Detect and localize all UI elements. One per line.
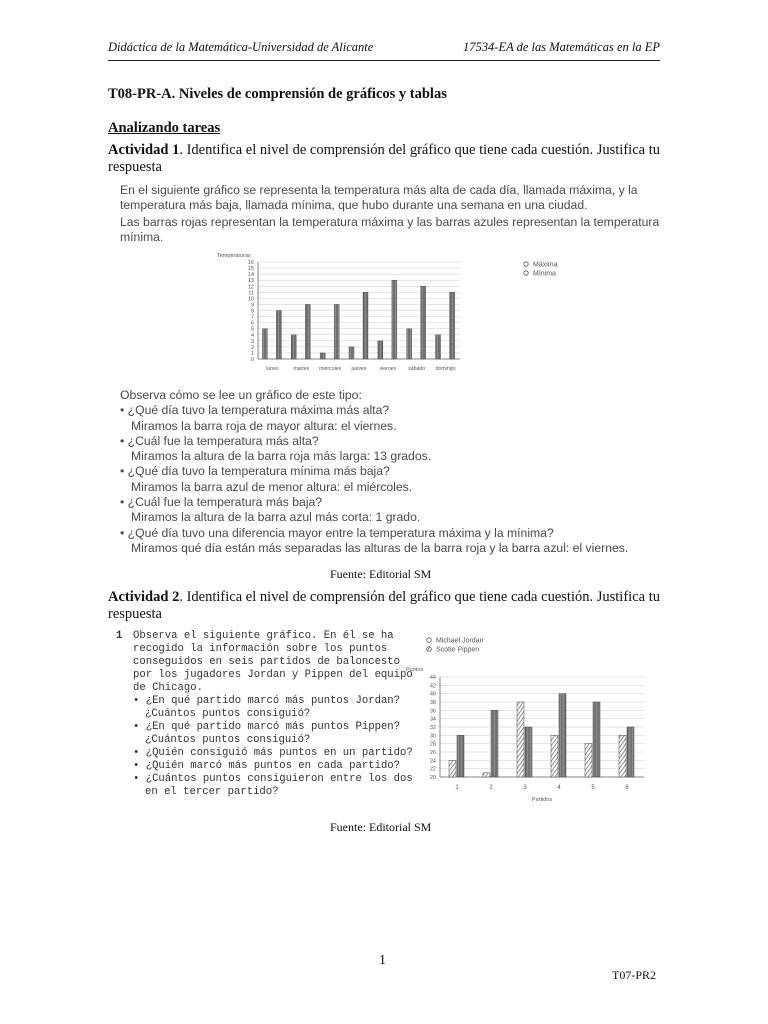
list-item-question: • ¿Cuál fue la temperatura más alta?: [120, 433, 319, 448]
y-tick-label: 12: [247, 284, 254, 291]
bar-maxima: [305, 304, 310, 359]
legend-label: Mínima: [533, 270, 556, 278]
y-tick-label: 3: [250, 338, 254, 345]
y-tick-label: 30: [429, 733, 436, 740]
footer-code: T07-PR2: [612, 968, 657, 982]
bar-minima: [407, 329, 412, 359]
activity-2-source: Fuente: Editorial SM: [330, 820, 432, 834]
list-intro: Observa cómo se lee un gráfico de este tipo:: [120, 388, 362, 402]
activity-2-label: Actividad 2: [108, 589, 180, 605]
temperature-chart: [210, 250, 620, 380]
legend-label: Scotie Pippen: [436, 646, 480, 654]
exercise-line: por los jugadores Jordan y Pippen del equipo: [133, 669, 413, 681]
x-tick-label: viernes: [379, 366, 397, 372]
y-tick-label: 2: [250, 344, 254, 351]
bar-maxima: [363, 292, 368, 359]
activity-1-paragraph-2: Las barras rojas representan la temperatura máxima y las barras azules representan la temperatura mínima.: [120, 215, 660, 244]
bar-pippen: [517, 702, 524, 777]
bar-minima: [378, 341, 383, 359]
exercise-bullet-cont: ¿Cuántos puntos consiguió?: [145, 734, 311, 746]
activity-1-text: . Identifica el nivel de comprensión del gráfico que tiene cada cuestión. Justifica tu respuesta: [108, 142, 660, 175]
bar-minima: [320, 353, 325, 359]
y-tick-label: 32: [429, 725, 436, 731]
y-tick-label: 38: [429, 700, 436, 706]
activity-1-question-list: [120, 388, 660, 556]
exercise-bullet: • ¿En qué partido marcó más puntos Pippen?: [133, 721, 401, 733]
legend-marker: [524, 262, 528, 266]
list-item-answer: Miramos la altura de la barra roja más larga: 13 grados.: [131, 449, 432, 464]
y-tick-label: 14: [247, 272, 254, 279]
y-tick-label: 7: [250, 314, 254, 321]
exercise-bullet-cont: en el tercer partido?: [145, 786, 279, 798]
list-item-answer: Miramos la barra roja de mayor altura: el viernes.: [131, 418, 397, 433]
y-tick-label: 15: [247, 266, 254, 273]
activity-1-label: Actividad 1: [108, 142, 180, 158]
bar-maxima: [276, 311, 281, 360]
bar-minima: [262, 329, 267, 359]
list-item-question: • ¿Qué día tuvo la temperatura máxima más alta?: [120, 403, 390, 418]
header-rule: [108, 60, 660, 61]
x-tick-label: jueves: [351, 366, 367, 372]
exercise-line: recogido la información sobre los puntos: [133, 643, 388, 655]
activity-2-exercise: [116, 630, 413, 799]
bar-jordan: [593, 702, 600, 777]
header-left: Didáctica de la Matemática-Universidad de Alicante: [108, 40, 374, 54]
x-tick-label: domingo: [435, 366, 456, 372]
bar-pippen: [585, 744, 592, 777]
legend-marker: [524, 271, 528, 275]
activity-1-instructions: [108, 142, 660, 176]
activity-1-paragraph-1: En el siguiente gráfico se representa la temperatura más alta de cada día, llamada máxima, y la temperatura más baja, llamada mínima, que hubo durante una semana en una ciudad.: [120, 183, 638, 212]
bar-jordan: [457, 735, 464, 777]
exercise-bullet: • ¿Quién marcó más puntos en cada partido?: [133, 760, 401, 772]
legend-label: Máxima: [533, 261, 558, 269]
x-tick-label: 6: [625, 785, 629, 791]
list-item-answer: Miramos la barra azul de menor altura: el miércoles.: [131, 479, 413, 494]
section-subtitle: Analizando tareas: [108, 120, 221, 136]
exercise-bullet: • ¿Quién consiguió más puntos en un partido?: [133, 747, 413, 759]
y-tick-label: 8: [250, 308, 254, 315]
bar-maxima: [392, 280, 397, 359]
exercise-bullet-cont: ¿Cuántos puntos consiguió?: [145, 708, 311, 720]
y-tick-label: 5: [250, 326, 254, 333]
x-tick-label: 3: [523, 785, 527, 791]
y-tick-label: 1: [250, 350, 254, 357]
legend-label: Michael Jordan: [436, 637, 484, 645]
exercise-line: de Chicago.: [133, 682, 203, 694]
y-tick-label: 26: [429, 750, 436, 756]
list-item-question: • ¿Qué día tuvo la temperatura mínima más baja?: [120, 464, 390, 479]
legend-marker: [427, 638, 432, 643]
bar-pippen: [619, 735, 626, 777]
exercise-number: 1: [116, 630, 123, 642]
y-tick-label: 4: [250, 332, 254, 339]
y-tick-label: 20: [429, 775, 436, 781]
exercise-line: Observa el siguiente gráfico. En él se ha: [133, 630, 394, 642]
y-tick-label: 6: [250, 320, 254, 327]
y-tick-label: 24: [429, 758, 436, 765]
bar-minima: [349, 347, 354, 359]
y-tick-label: 0: [250, 357, 254, 363]
y-tick-label: 10: [247, 296, 254, 303]
x-axis-title: Partidos: [531, 797, 553, 803]
bar-minima: [436, 335, 441, 359]
exercise-bullet: • ¿En qué partido marcó más puntos Jordan?: [133, 695, 401, 707]
bar-jordan: [525, 727, 532, 777]
bar-pippen: [449, 760, 456, 777]
exercise-bullet: • ¿Cuántos puntos consiguieron entre los dos: [133, 773, 413, 785]
exercise-line: conseguidos en seis partidos de baloncesto: [133, 656, 401, 668]
y-axis-title: Temperaturas: [217, 253, 251, 259]
bar-maxima: [421, 286, 426, 359]
bar-jordan: [627, 727, 634, 777]
bar-maxima: [450, 292, 455, 359]
activity-2-text: . Identifica el nivel de comprensión del gráfico que tiene cada cuestión. Justifica tu respuesta: [108, 589, 660, 622]
bar-minima: [291, 335, 296, 359]
list-item-question: • ¿Qué día tuvo una diferencia mayor entre la temperatura máxima y la mínima?: [120, 525, 554, 540]
y-tick-label: 40: [429, 691, 436, 698]
x-tick-label: miércoles: [319, 366, 342, 372]
legend-marker: [427, 647, 432, 652]
bar-pippen: [551, 735, 558, 777]
x-tick-label: 5: [591, 785, 595, 791]
basketball-points-chart: [396, 632, 646, 812]
y-tick-label: 28: [429, 741, 436, 748]
x-tick-label: sábado: [408, 366, 426, 372]
bar-jordan: [491, 710, 498, 777]
list-item-answer: Miramos la altura de la barra azul más corta: 1 grado.: [131, 510, 421, 525]
x-tick-label: martes: [293, 366, 310, 372]
header-right: 17534-EA de las Matemáticas en la EP: [463, 40, 660, 54]
bar-pippen: [483, 773, 490, 777]
x-tick-label: 1: [455, 785, 459, 791]
x-tick-label: 4: [557, 785, 561, 791]
bar-jordan: [559, 694, 566, 777]
y-axis-title: Puntos: [406, 667, 424, 673]
y-tick-label: 13: [247, 278, 254, 285]
bar-maxima: [334, 304, 339, 359]
y-tick-label: 34: [429, 716, 436, 723]
page-number: 1: [379, 953, 386, 968]
y-tick-label: 11: [248, 290, 254, 297]
y-tick-label: 16: [247, 260, 254, 266]
y-tick-label: 9: [250, 302, 254, 309]
activity-1-source: Fuente: Editorial SM: [330, 567, 432, 581]
activity-2-instructions: [108, 589, 660, 623]
list-item-answer: Miramos qué día están más separadas las alturas de la barra roja y la barra azul: el viernes.: [131, 540, 629, 555]
y-tick-label: 36: [429, 708, 436, 715]
x-tick-label: lunes: [266, 366, 279, 372]
x-tick-label: 2: [489, 785, 493, 791]
y-tick-label: 22: [429, 766, 436, 773]
y-tick-label: 44: [429, 675, 436, 681]
y-tick-label: 42: [429, 683, 436, 690]
list-item-question: • ¿Cuál fue la temperatura más baja?: [120, 495, 323, 510]
page-title: T08-PR-A. Niveles de comprensión de gráficos y tablas: [108, 86, 447, 102]
